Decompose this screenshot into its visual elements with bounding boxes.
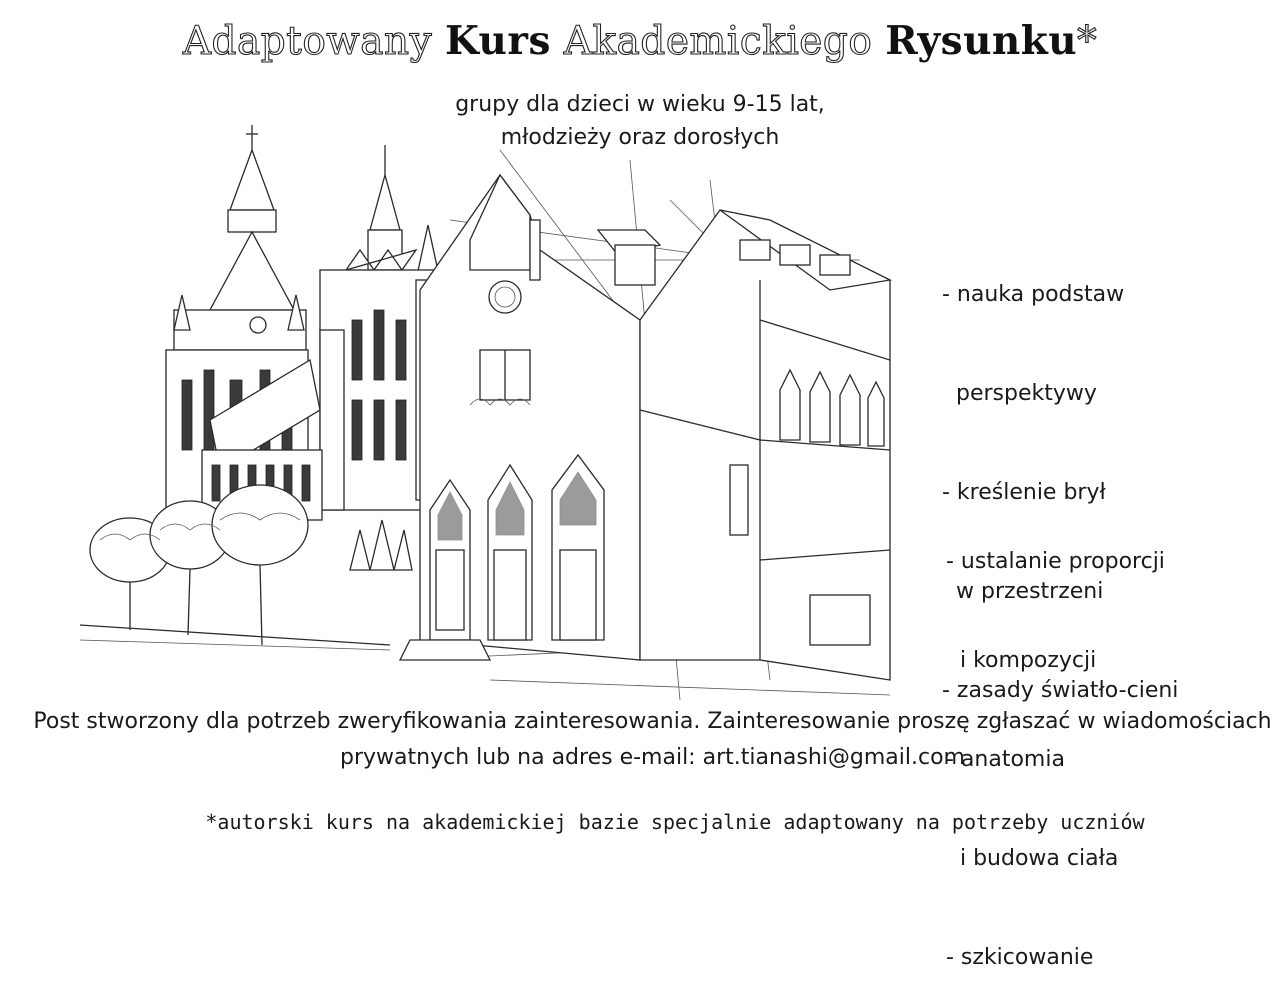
list-item: - anatomia [946,747,1065,772]
subtitle-line-1: grupy dla dzieci w wieku 9-15 lat, [455,92,825,117]
list-item: - ustalanie proporcji [946,549,1165,574]
list-item: - zasady światło-cieni [942,678,1179,703]
list-item: - szkicowanie [946,945,1094,970]
title-akademickiego: Akademickiego [550,19,886,64]
footer-line-1: Post stworzony dla potrzeb zweryfikowania zainteresowania. Zainteresowanie proszę zgłaszać w wiadomościach [33,709,1272,734]
title-adaptowany: Adaptowany [182,19,445,64]
list-item: - kreślenie brył [942,480,1106,505]
title-asterisk: * [1077,19,1098,64]
list-item: perspektywy [942,381,1097,406]
building-sketch-illustration [70,120,900,705]
footnote: *autorski kurs na akademickiej bazie specjalnie adaptowany na potrzeby uczniów [205,810,1145,834]
page-title [0,18,1280,64]
subtitle-line-2: młodzieży oraz dorosłych [500,125,780,150]
list-item: - nauka podstaw [942,282,1125,307]
list-item: i budowa ciała [946,846,1119,871]
title-rysunku: Rysunku [885,18,1078,64]
list-item: i kompozycji [946,648,1097,673]
footer-line-2: prywatnych lub na adres e-mail: art.tianashi@gmail.com [340,745,965,770]
central-building [400,175,660,660]
list-item: w przestrzeni [942,579,1104,604]
right-building [640,210,890,680]
title-kurs: Kurs [445,18,551,64]
clock-icon [489,281,521,313]
footer [0,704,1280,776]
